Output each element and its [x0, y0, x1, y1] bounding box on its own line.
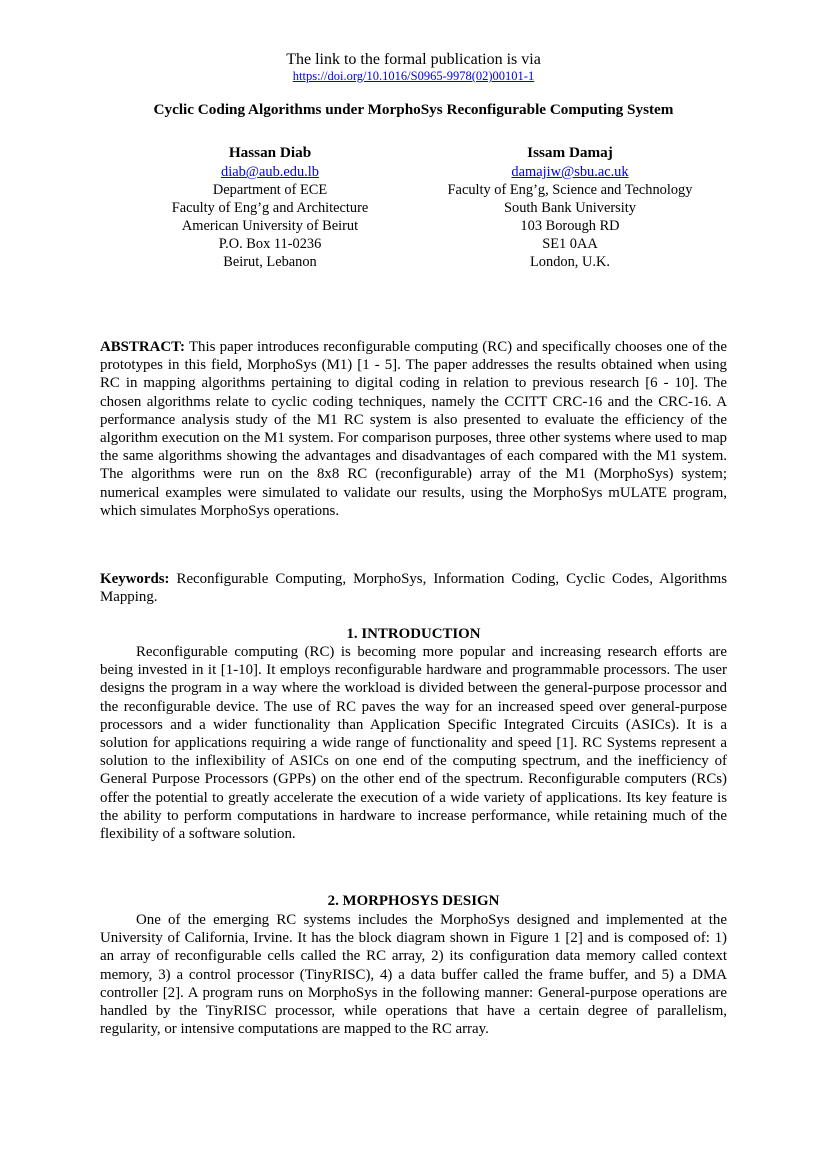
section-heading-introduction: 1. INTRODUCTION: [346, 626, 481, 642]
author-affiliation-line: London, U.K.: [530, 254, 610, 270]
author-affiliation-line: Beirut, Lebanon: [223, 254, 317, 270]
doi-link[interactable]: https://doi.org/10.1016/S0965-9978(02)00101-1: [292, 69, 535, 83]
author-affiliation-line: Department of ECE: [212, 182, 328, 198]
author-affiliation-line: Faculty of Eng’g, Science and Technology: [447, 182, 693, 198]
abstract-text: This paper introduces reconfigurable computing (RC) and specifically chooses one of the prototypes in this field, MorphoSys (M1) [1 - 5]. The paper addresses the results obtained when using RC in mapping algorithms pertaining to digital coding in relation to previous research [6 - 10]. The chosen algorithms relate to cyclic coding techniques, namely the CCITT CRC-16 and the CRC-16. A performance analysis study of the M1 RC system is also presented to evaluate the efficiency of the algorithm execution on the M1 system. For comparison purposes, three other systems where used to map the same algorithms showing the advantages and disadvantages of each compared with the M1 system. The algorithms were run on the 8x8 RC (reconfigurable) array of the M1 (MorphoSys) system; numerical examples were simulated to validate our results, using the MorphoSys mULATE program, which simulates MorphoSys operations.: [100, 339, 727, 519]
keywords: [100, 570, 727, 606]
author-affiliation-line: P.O. Box 11-0236: [218, 236, 322, 252]
author-1: [140, 144, 400, 271]
doi-line: [100, 69, 727, 84]
author-affiliation-line: South Bank University: [504, 200, 636, 216]
author-email-link[interactable]: damajiw@sbu.ac.uk: [511, 164, 629, 180]
section-heading-morphosys-design: 2. MORPHOSYS DESIGN: [327, 893, 500, 909]
publication-note: The link to the formal publication is via: [286, 51, 541, 68]
section-body-introduction: Reconfigurable computing (RC) is becoming more popular and increasing research efforts are being invested in it [1-10]. It employs reconfigurable hardware and programmable processors. The user designs the program in a way where the workload is divided between the general-purpose processor and the reconfigurable device. The use of RC paves the way for an increased speed over general-purpose processors and a wider functionality than Application Specific Integrated Circuits (ASICs). It is a solution for applications requiring a wide range of functionality and speed [1]. RC Systems represent a solution to the inflexibility of ASICs on one end of the computing spectrum, and the inefficiency of General Purpose Processors (GPPs) on the other end of the spectrum. Reconfigurable computers (RCs) offer the potential to greatly accelerate the execution of a wide variety of applications. Its key feature is the ability to perform computations in hardware to increase performance, while retaining much of the flexibility of a software solution.: [100, 644, 727, 843]
abstract-label: ABSTRACT:: [100, 339, 185, 355]
keywords-label: Keywords:: [100, 571, 170, 587]
author-name: Issam Damaj: [527, 144, 613, 161]
author-affiliation-line: Faculty of Eng’g and Architecture: [171, 200, 369, 216]
author-2: [420, 144, 720, 271]
section-body-morphosys-design: One of the emerging RC systems includes the MorphoSys designed and implemented at the University of California, Irvine. It has the block diagram shown in Figure 1 [2] and is composed of: 1) an array of reconfigurable cells called the RC array, 2) its configuration data memory called context memory, 3) a control processor (TinyRISC), 4) a data buffer called the frame buffer, and 5) a DMA controller [2]. A program runs on MorphoSys in the following manner: General-purpose operations are handled by the TinyRISC processor, while operations that have a certain degree of parallelism, regularity, or intensive computations are mapped to the RC array.: [100, 912, 727, 1038]
author-affiliation-line: 103 Borough RD: [520, 218, 620, 234]
abstract: [100, 338, 727, 520]
keywords-text: Reconfigurable Computing, MorphoSys, Information Coding, Cyclic Codes, Algorithms Mapping.: [100, 571, 727, 606]
author-email-link[interactable]: diab@aub.edu.lb: [221, 164, 319, 180]
author-affiliation-line: SE1 0AA: [542, 236, 598, 252]
paper-title: Cyclic Coding Algorithms under MorphoSys Reconfigurable Computing System: [153, 101, 674, 118]
author-affiliation-line: American University of Beirut: [181, 218, 359, 234]
author-name: Hassan Diab: [228, 144, 312, 161]
